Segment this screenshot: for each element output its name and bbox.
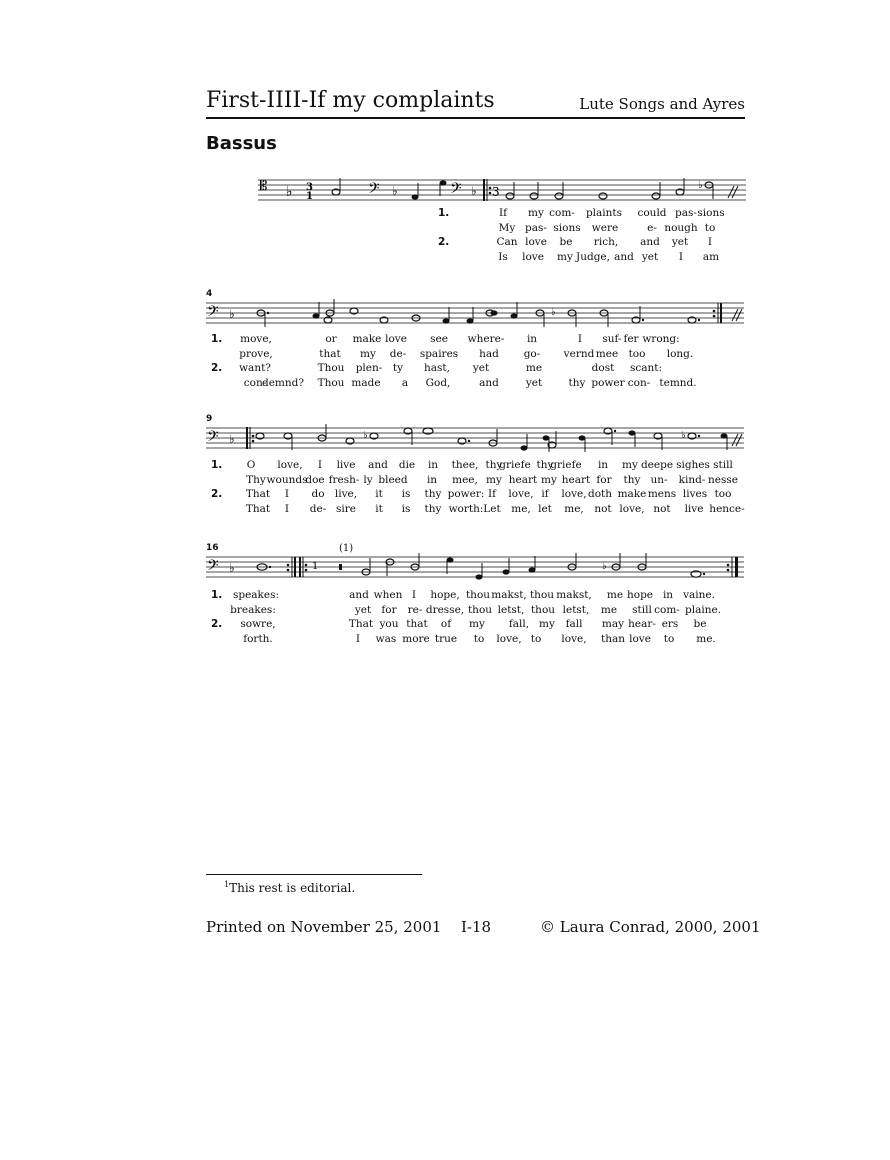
- lyric-syllable: letst,: [497, 603, 525, 616]
- svg-text:♭: ♭: [392, 184, 398, 198]
- svg-text:♭: ♭: [229, 432, 235, 446]
- lyric-syllable: fall,: [508, 618, 530, 630]
- lyric-syllable: still: [632, 603, 652, 616]
- lyric-syllable: hence-: [709, 502, 745, 515]
- lyric-syllable: fall: [565, 618, 583, 630]
- lyric-syllable: I: [355, 632, 361, 645]
- lyric-syllable: yet: [641, 250, 659, 263]
- lyric-syllable: prove,: [239, 347, 273, 360]
- verse-number: 2.: [438, 236, 450, 248]
- measure-number: 4: [206, 289, 213, 299]
- lyric-syllable: made: [351, 376, 381, 389]
- lyric-syllable: vaine.: [683, 589, 715, 601]
- lyric-syllable: move,: [240, 333, 272, 345]
- lyric-syllable: thee,: [451, 459, 479, 471]
- svg-text:1: 1: [306, 191, 313, 202]
- svg-text:3: 3: [306, 182, 313, 193]
- svg-text:♭: ♭: [229, 307, 235, 321]
- lyric-syllable: forth.: [243, 632, 273, 645]
- lyric-syllable: live: [336, 459, 356, 471]
- footnote-mark: 1: [224, 880, 230, 889]
- lyric-syllable: worth:: [448, 502, 484, 515]
- lyric-syllable: doth: [587, 488, 613, 500]
- lyric-syllable: dresse,: [425, 603, 465, 616]
- lyric-syllable: in: [662, 589, 674, 601]
- lyric-syllable: de-: [389, 347, 407, 360]
- lyric-syllable: con-: [627, 376, 651, 389]
- lyric-syllable: thy: [568, 376, 586, 389]
- svg-text:♭: ♭: [471, 184, 477, 198]
- verse-number: 2.: [211, 362, 223, 374]
- verse-number: 2.: [211, 618, 223, 630]
- lyric-syllable: If: [498, 207, 508, 219]
- lyric-syllable: hope,: [430, 589, 460, 601]
- lyric-syllable: make: [352, 333, 382, 345]
- svg-text:♭: ♭: [602, 561, 607, 572]
- lyric-syllable: My: [498, 221, 516, 234]
- staff-system-1: [258, 178, 748, 208]
- lyric-syllable: wounds: [266, 473, 308, 486]
- lyric-syllable: is: [401, 502, 411, 515]
- lyric-syllable: plen-: [355, 362, 383, 374]
- lyric-syllable: me: [600, 603, 618, 616]
- lyric-syllable: live: [684, 502, 704, 515]
- lyric-syllable: love: [525, 236, 547, 248]
- lyric-syllable: de-: [309, 502, 327, 515]
- footnote-text: This rest is editorial.: [229, 881, 356, 895]
- lyric-syllable: hear-: [628, 618, 656, 630]
- lyric-syllable: I: [707, 236, 713, 248]
- lyric-syllable: yet: [354, 603, 372, 616]
- measure-number: 9: [206, 414, 213, 424]
- lyric-syllable: scant:: [629, 362, 663, 374]
- lyric-syllable: my: [539, 618, 555, 630]
- lyric-syllable: do: [311, 488, 325, 500]
- lyric-syllable: wrong:: [642, 333, 680, 345]
- lyric-syllable: heart: [508, 473, 538, 486]
- lyric-syllable: be: [559, 236, 573, 248]
- lyric-syllable: in: [427, 459, 439, 471]
- lyric-syllable: my: [486, 473, 502, 486]
- staff-system-2: [206, 301, 746, 331]
- lyric-syllable: yet: [671, 236, 689, 248]
- lyric-syllable: That: [348, 618, 374, 630]
- lyric-syllable: when: [373, 589, 403, 601]
- lyric-syllable: makst,: [491, 589, 527, 601]
- lyric-syllable: God,: [425, 376, 451, 389]
- lyric-syllable: want?: [239, 362, 271, 374]
- lyric-syllable: mee,: [452, 473, 478, 486]
- lyric-syllable: and: [368, 459, 388, 471]
- lyric-syllable: my: [469, 618, 485, 630]
- lyric-syllable: love: [522, 250, 544, 263]
- printed-date: Printed on November 25, 2001: [206, 918, 442, 936]
- lyric-syllable: griefe: [499, 459, 531, 471]
- lyric-syllable: love,: [496, 632, 522, 645]
- lyric-syllable: fresh-: [328, 473, 360, 486]
- lyric-syllable: were: [591, 221, 619, 234]
- lyric-syllable: love: [629, 632, 651, 645]
- svg-text:♭: ♭: [698, 180, 703, 191]
- lyric-syllable: to: [663, 632, 675, 645]
- staff-system-4: [206, 555, 746, 585]
- lyric-syllable: sighes: [676, 459, 710, 471]
- lyric-syllable: too: [628, 347, 646, 360]
- lyric-syllable: breakes:: [230, 603, 276, 616]
- lyric-syllable: O: [246, 459, 256, 471]
- verse-number: 1.: [211, 589, 223, 601]
- lyric-syllable: see: [430, 333, 448, 345]
- lyric-syllable: com-: [654, 603, 680, 616]
- lyric-syllable: Is: [498, 250, 508, 263]
- lyric-syllable: pas-: [525, 221, 547, 234]
- svg-text:𝄢: 𝄢: [207, 557, 219, 578]
- lyric-syllable: That: [245, 502, 271, 515]
- lyric-syllable: spaires: [419, 347, 459, 360]
- lyric-syllable: and: [640, 236, 660, 248]
- svg-text:1: 1: [312, 561, 319, 572]
- lyric-syllable: I: [284, 488, 290, 500]
- lyric-syllable: sions: [553, 221, 581, 234]
- lyric-syllable: me: [525, 362, 543, 374]
- lyric-syllable: If: [487, 488, 497, 500]
- lyric-syllable: sions: [697, 207, 725, 219]
- lyric-syllable: I: [678, 250, 684, 263]
- svg-text:𝄢: 𝄢: [368, 180, 380, 201]
- lyric-syllable: or: [325, 333, 337, 345]
- lyric-syllable: sire: [336, 502, 356, 515]
- lyric-syllable: my: [622, 459, 638, 471]
- lyric-syllable: make: [617, 488, 647, 500]
- lyric-syllable: I: [411, 589, 417, 601]
- lyric-syllable: pas-: [675, 207, 697, 219]
- lyric-syllable: where-: [467, 333, 505, 345]
- lyric-syllable: love,: [508, 488, 534, 500]
- lyric-syllable: com-: [549, 207, 575, 219]
- lyric-syllable: that: [406, 618, 428, 630]
- lyric-syllable: let: [538, 502, 552, 515]
- lyric-syllable: it: [375, 488, 383, 500]
- footnote: [224, 880, 355, 895]
- lyric-syllable: ly: [363, 473, 373, 486]
- lyric-syllable: if: [541, 488, 549, 500]
- lyric-syllable: e-: [647, 221, 657, 234]
- lyric-syllable: for: [381, 603, 397, 616]
- lyric-syllable: power: [591, 376, 625, 389]
- lyric-syllable: fer: [623, 333, 639, 345]
- lyric-syllable: thou: [529, 589, 555, 601]
- lyric-syllable: sowre,: [240, 618, 276, 630]
- lyric-syllable: to: [530, 632, 542, 645]
- editorial-mark: (1): [339, 543, 354, 554]
- lyric-syllable: true: [434, 632, 458, 645]
- svg-text:♭: ♭: [363, 430, 368, 441]
- lyric-syllable: love: [385, 333, 407, 345]
- lyric-syllable: not: [653, 502, 671, 515]
- lyric-syllable: Can: [496, 236, 518, 248]
- lyric-syllable: power:: [447, 488, 485, 500]
- lyric-syllable: makst,: [556, 589, 592, 601]
- lyric-syllable: Judge,: [576, 250, 610, 263]
- lyric-syllable: me,: [511, 502, 531, 515]
- lyric-syllable: you: [379, 618, 399, 630]
- lyric-syllable: nesse: [708, 473, 738, 486]
- lyric-syllable: mens: [647, 488, 677, 500]
- svg-text:♭: ♭: [551, 307, 556, 318]
- lyric-syllable: could: [637, 207, 667, 219]
- lyric-syllable: still: [713, 459, 733, 471]
- lyric-syllable: demnd?: [261, 376, 305, 389]
- lyric-syllable: I: [284, 502, 290, 515]
- lyric-syllable: it: [375, 502, 383, 515]
- lyric-syllable: my: [541, 473, 557, 486]
- lyric-syllable: plaine.: [684, 603, 722, 616]
- svg-text:3: 3: [492, 185, 500, 199]
- lyric-syllable: my: [360, 347, 376, 360]
- lyric-syllable: had: [479, 347, 499, 360]
- lyric-syllable: That: [245, 488, 271, 500]
- lyric-syllable: love,: [619, 502, 645, 515]
- lyric-syllable: thy: [536, 459, 554, 471]
- lyric-syllable: plaints: [585, 207, 623, 219]
- svg-text:𝄢: 𝄢: [207, 303, 219, 324]
- voice-part-heading: Bassus: [206, 133, 277, 154]
- lyric-syllable: to: [704, 221, 716, 234]
- lyric-syllable: to: [473, 632, 485, 645]
- lyric-syllable: thy: [424, 502, 442, 515]
- lyric-syllable: not: [594, 502, 612, 515]
- lyric-syllable: thy: [424, 488, 442, 500]
- page-number: I-18: [461, 918, 492, 936]
- lyric-syllable: and: [479, 376, 499, 389]
- lyric-syllable: in: [526, 333, 538, 345]
- lyric-syllable: too: [714, 488, 732, 500]
- lyric-syllable: go-: [523, 347, 541, 360]
- lyric-syllable: vernd: [563, 347, 595, 360]
- measure-number: 16: [206, 543, 219, 553]
- lyric-syllable: thy: [485, 459, 503, 471]
- lyric-syllable: Thou: [317, 362, 345, 374]
- lyric-syllable: in: [597, 459, 609, 471]
- lyric-syllable: heart: [561, 473, 591, 486]
- lyric-syllable: con-: [243, 376, 267, 389]
- lyric-syllable: hast,: [424, 362, 450, 374]
- lyric-syllable: my: [557, 250, 573, 263]
- lyric-syllable: my: [528, 207, 544, 219]
- book-title: Lute Songs and Ayres: [579, 95, 745, 113]
- lyric-syllable: bleed: [378, 473, 408, 486]
- verse-number: 1.: [211, 333, 223, 345]
- lyric-syllable: in: [426, 473, 438, 486]
- lyric-syllable: me,: [564, 502, 584, 515]
- verse-number: 1.: [438, 207, 450, 219]
- lyric-syllable: a: [401, 376, 409, 389]
- lyric-syllable: letst,: [562, 603, 590, 616]
- verse-number: 1.: [211, 459, 223, 471]
- lyric-syllable: be: [693, 618, 707, 630]
- lyric-syllable: and: [349, 589, 369, 601]
- lyric-syllable: Let: [483, 502, 501, 515]
- lyric-syllable: Thy: [246, 473, 266, 486]
- header-rule: [206, 117, 745, 119]
- lyric-syllable: more: [402, 632, 430, 645]
- lyric-syllable: me: [606, 589, 624, 601]
- lyric-syllable: Thou: [317, 376, 345, 389]
- lyric-syllable: is: [401, 488, 411, 500]
- lyric-syllable: thy: [623, 473, 641, 486]
- lyric-syllable: love,: [561, 488, 587, 500]
- lyric-syllable: long.: [666, 347, 694, 360]
- lyric-syllable: may: [601, 618, 625, 630]
- copyright: © Laura Conrad, 2000, 2001: [540, 918, 761, 936]
- page-title: First-IIII-If my complaints: [206, 88, 495, 113]
- lyric-syllable: re-: [407, 603, 423, 616]
- svg-text:𝄢: 𝄢: [207, 428, 219, 449]
- lyric-syllable: was: [375, 632, 397, 645]
- lyric-syllable: yet: [472, 362, 490, 374]
- lyric-syllable: suf-: [602, 333, 622, 345]
- lyric-syllable: rich,: [593, 236, 619, 248]
- lyric-syllable: un-: [650, 473, 668, 486]
- svg-text:𝄢: 𝄢: [450, 180, 462, 201]
- lyric-syllable: for: [596, 473, 612, 486]
- lyric-syllable: ers: [661, 618, 679, 630]
- verse-number: 2.: [211, 488, 223, 500]
- lyric-syllable: I: [577, 333, 583, 345]
- svg-text:♭: ♭: [681, 430, 686, 441]
- lyric-syllable: ty: [392, 362, 404, 374]
- footnote-rule: [206, 874, 422, 875]
- lyric-syllable: that: [319, 347, 341, 360]
- lyric-syllable: mee: [595, 347, 619, 360]
- lyric-syllable: thou: [530, 603, 556, 616]
- lyric-syllable: die: [398, 459, 416, 471]
- lyric-syllable: love,: [277, 459, 303, 471]
- staff-system-3: [206, 426, 746, 456]
- lyric-syllable: thou: [467, 603, 493, 616]
- lyric-syllable: deepe: [640, 459, 674, 471]
- lyric-syllable: hope: [626, 589, 654, 601]
- lyric-syllable: temnd.: [659, 376, 697, 389]
- lyric-syllable: live,: [334, 488, 358, 500]
- lyric-syllable: dost: [591, 362, 615, 374]
- lyric-syllable: nough: [664, 221, 698, 234]
- lyric-syllable: am: [702, 250, 720, 263]
- lyric-syllable: of: [440, 618, 452, 630]
- svg-text:𝄡: 𝄡: [260, 179, 268, 194]
- lyric-syllable: lives: [682, 488, 708, 500]
- lyric-syllable: kind-: [678, 473, 706, 486]
- lyric-syllable: love,: [561, 632, 587, 645]
- lyric-syllable: and: [614, 250, 634, 263]
- lyric-syllable: than: [600, 632, 626, 645]
- lyric-syllable: thou: [465, 589, 491, 601]
- lyric-syllable: doe: [305, 473, 325, 486]
- svg-text:♭: ♭: [229, 561, 235, 575]
- lyric-syllable: I: [317, 459, 323, 471]
- svg-text:♭: ♭: [286, 184, 293, 200]
- lyric-syllable: me.: [696, 632, 716, 645]
- lyric-syllable: yet: [525, 376, 543, 389]
- lyric-syllable: griefe: [550, 459, 582, 471]
- lyric-syllable: speakes:: [232, 589, 280, 601]
